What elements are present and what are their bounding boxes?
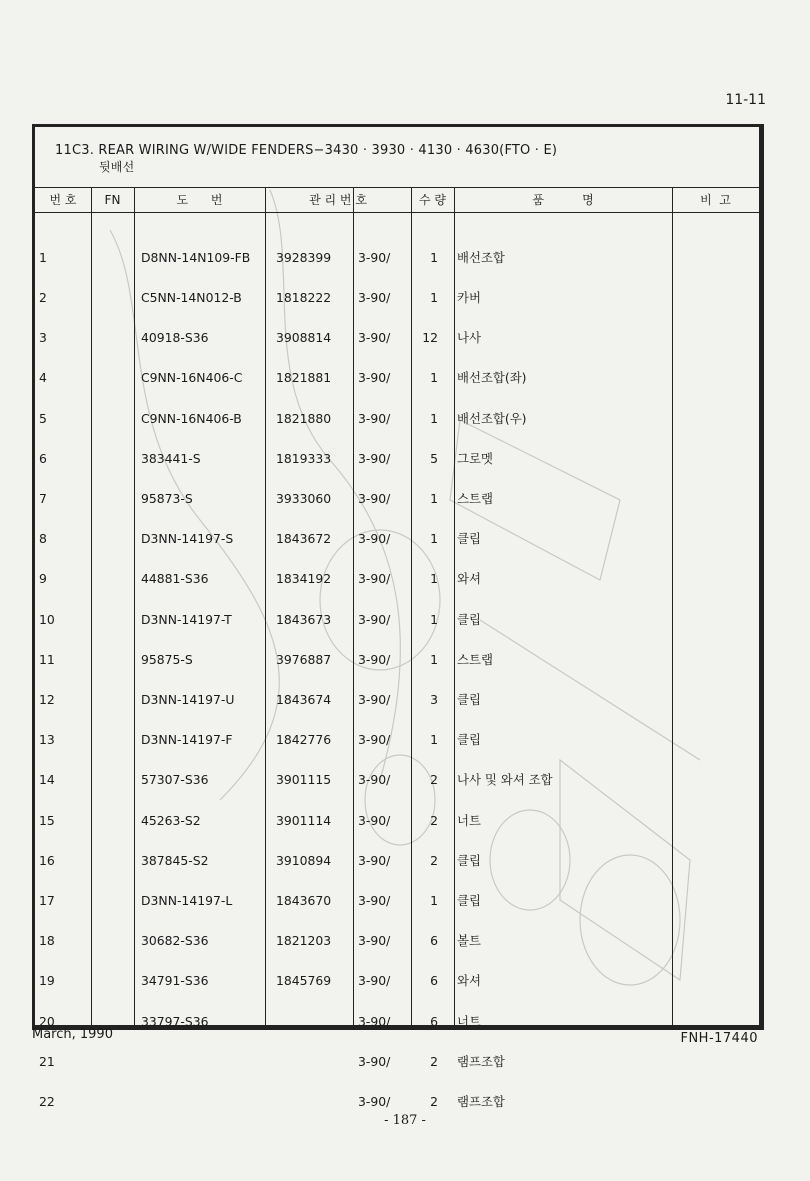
part-name: 스트랩 [457, 491, 493, 507]
quantity: 6 [430, 933, 438, 949]
item-number: 9 [39, 571, 47, 587]
quantity: 5 [430, 450, 438, 466]
drawing-number [141, 1055, 250, 1068]
code: 3-90/ [358, 772, 391, 788]
item-number: 11 [39, 651, 55, 667]
quantity: 1 [430, 571, 438, 587]
column-divider [134, 187, 135, 1025]
quantity: 1 [430, 531, 438, 547]
part-name: 스트랩 [457, 651, 493, 667]
quantity: 1 [430, 651, 438, 667]
drawing-number: 383441-S [141, 450, 201, 466]
quantity: 2 [430, 1094, 438, 1110]
part-name: 나사 [457, 330, 481, 346]
part-name: 볼트 [457, 933, 481, 949]
drawing-number: 30682-S36 [141, 933, 209, 949]
page-footer-number: - 187 - [384, 1113, 426, 1128]
part-name: 나사 및 와셔 조합 [457, 772, 553, 788]
title-korean: 뒷배선 [99, 160, 135, 174]
header-part-name: 품 명 [532, 193, 594, 207]
code: 3-90/ [358, 571, 391, 587]
quantity: 1 [430, 732, 438, 748]
item-number: 12 [39, 692, 55, 708]
part-number: 1818222 [276, 290, 332, 306]
item-number: 16 [39, 852, 55, 868]
part-number: 1821880 [276, 410, 332, 426]
item-number: 13 [39, 732, 55, 748]
quantity: 1 [430, 611, 438, 627]
drawing-number: C9NN-16N406-B [141, 410, 242, 426]
part-name: 클립 [457, 611, 481, 627]
part-number: 1843673 [276, 611, 332, 627]
code: 3-90/ [358, 491, 391, 507]
section-title [55, 143, 557, 175]
part-number: 3976887 [276, 651, 332, 667]
drawing-number: D3NN-14197-U [141, 692, 235, 708]
code: 3-90/ [358, 611, 391, 627]
item-number: 7 [39, 491, 47, 507]
part-name: 배선조합 [457, 249, 505, 265]
header-bottom-rule [35, 212, 759, 213]
title-english: 11C3. REAR WIRING W/WIDE FENDERS−3430 · 3930 · 4130 · 4630(FTO · E) [55, 143, 558, 158]
quantity: 6 [430, 1013, 438, 1029]
part-name: 너트 [457, 1013, 481, 1029]
part-number: 1843672 [276, 531, 332, 547]
item-number: 14 [39, 772, 55, 788]
header-management-number: 관 리 번 호 [309, 193, 367, 207]
header-no: 번 호 [49, 193, 77, 207]
code: 3-90/ [358, 692, 391, 708]
column-divider [265, 187, 266, 1025]
column-divider [454, 187, 455, 1025]
code: 3-90/ [358, 973, 391, 989]
item-number: 15 [39, 812, 55, 828]
item-number: 22 [39, 1094, 55, 1110]
part-name: 클립 [457, 531, 481, 547]
column-item-numbers [39, 224, 55, 1135]
part-number: 1821203 [276, 933, 332, 949]
header-fn: FN [104, 193, 121, 207]
part-number: 3901114 [276, 812, 332, 828]
quantity: 2 [430, 772, 438, 788]
quantity: 1 [430, 491, 438, 507]
code: 3-90/ [358, 893, 391, 909]
part-name: 너트 [457, 812, 481, 828]
item-number: 1 [39, 249, 47, 265]
drawing-number: C9NN-16N406-C [141, 370, 243, 386]
part-name: 배선조합(좌) [457, 370, 527, 386]
quantity: 1 [430, 893, 438, 909]
part-name: 클립 [457, 732, 481, 748]
column-part-numbers [276, 224, 331, 1135]
drawing-number: D3NN-14197-L [141, 893, 233, 909]
drawing-number: D3NN-14197-T [141, 611, 232, 627]
item-number: 8 [39, 531, 47, 547]
quantity: 2 [430, 812, 438, 828]
part-number: 3908814 [276, 330, 332, 346]
column-quantities [413, 224, 438, 1135]
part-name: 그로멧 [457, 450, 493, 466]
item-number: 18 [39, 933, 55, 949]
quantity: 1 [430, 410, 438, 426]
item-number: 21 [39, 1053, 55, 1069]
drawing-number: 40918-S36 [141, 330, 209, 346]
column-part-names [457, 224, 553, 1135]
drawing-number: 34791-S36 [141, 973, 209, 989]
drawing-number [141, 1095, 250, 1108]
header-quantity: 수 량 [419, 193, 446, 207]
code: 3-90/ [358, 370, 391, 386]
part-number [276, 1095, 331, 1108]
code: 3-90/ [358, 933, 391, 949]
quantity: 3 [430, 692, 438, 708]
quantity: 1 [430, 290, 438, 306]
drawing-number: 44881-S36 [141, 571, 209, 587]
code: 3-90/ [358, 812, 391, 828]
part-name: 램프조합 [457, 1094, 505, 1110]
column-divider [91, 187, 92, 1025]
column-divider [672, 187, 673, 1025]
header-drawing-number: 도 번 [176, 193, 223, 207]
header-remarks: 비 고 [700, 193, 731, 207]
code: 3-90/ [358, 410, 391, 426]
footer-document-code: FNH-17440 [680, 1031, 758, 1046]
part-number: 1821881 [276, 370, 332, 386]
item-number: 5 [39, 410, 47, 426]
drawing-number: 57307-S36 [141, 772, 209, 788]
drawing-number: D3NN-14197-F [141, 732, 233, 748]
quantity: 2 [430, 852, 438, 868]
drawing-number: 95873-S [141, 491, 193, 507]
drawing-number: 95875-S [141, 651, 193, 667]
column-drawing-numbers [141, 224, 250, 1135]
part-number: 1843670 [276, 893, 332, 909]
item-number: 17 [39, 893, 55, 909]
drawing-number: 387845-S2 [141, 852, 209, 868]
part-number: 3901115 [276, 772, 332, 788]
header-top-rule [35, 187, 759, 188]
part-name: 클립 [457, 893, 481, 909]
part-number: 3928399 [276, 249, 332, 265]
code: 3-90/ [358, 1094, 391, 1110]
item-number: 20 [39, 1013, 55, 1029]
drawing-number: D8NN-14N109-FB [141, 249, 251, 265]
code: 3-90/ [358, 651, 391, 667]
part-number: 1819333 [276, 450, 332, 466]
drawing-number: C5NN-14N012-B [141, 290, 242, 306]
quantity: 1 [430, 249, 438, 265]
part-name: 클립 [457, 852, 481, 868]
part-name: 램프조합 [457, 1053, 505, 1069]
item-number: 6 [39, 450, 47, 466]
item-number: 10 [39, 611, 55, 627]
part-number: 1834192 [276, 571, 332, 587]
part-number [276, 1015, 331, 1028]
part-number: 1842776 [276, 732, 332, 748]
column-divider [411, 187, 412, 1025]
part-number: 3933060 [276, 491, 332, 507]
item-number: 3 [39, 330, 47, 346]
code: 3-90/ [358, 290, 391, 306]
drawing-number: D3NN-14197-S [141, 531, 234, 547]
code: 3-90/ [358, 852, 391, 868]
quantity: 12 [422, 330, 438, 346]
code: 3-90/ [358, 1013, 391, 1029]
part-name: 와셔 [457, 973, 481, 989]
footer-date: March, 1990 [32, 1027, 113, 1042]
page-number: 11-11 [725, 92, 766, 108]
part-name: 카버 [457, 290, 481, 306]
code: 3-90/ [358, 249, 391, 265]
code: 3-90/ [358, 1053, 391, 1069]
code: 3-90/ [358, 732, 391, 748]
part-name: 배선조합(우) [457, 410, 527, 426]
column-codes [358, 224, 390, 1135]
item-number: 2 [39, 290, 47, 306]
part-name: 클립 [457, 692, 481, 708]
code: 3-90/ [358, 330, 391, 346]
item-number: 4 [39, 370, 47, 386]
part-number: 1843674 [276, 692, 332, 708]
code: 3-90/ [358, 450, 391, 466]
quantity: 6 [430, 973, 438, 989]
code: 3-90/ [358, 531, 391, 547]
part-number: 1845769 [276, 973, 332, 989]
part-number [276, 1055, 331, 1068]
part-name: 와셔 [457, 571, 481, 587]
drawing-number: 45263-S2 [141, 812, 201, 828]
item-number: 19 [39, 973, 55, 989]
quantity: 1 [430, 370, 438, 386]
drawing-number: 33797-S36 [141, 1013, 209, 1029]
column-divider [353, 187, 354, 1025]
quantity: 2 [430, 1053, 438, 1069]
part-number: 3910894 [276, 852, 332, 868]
